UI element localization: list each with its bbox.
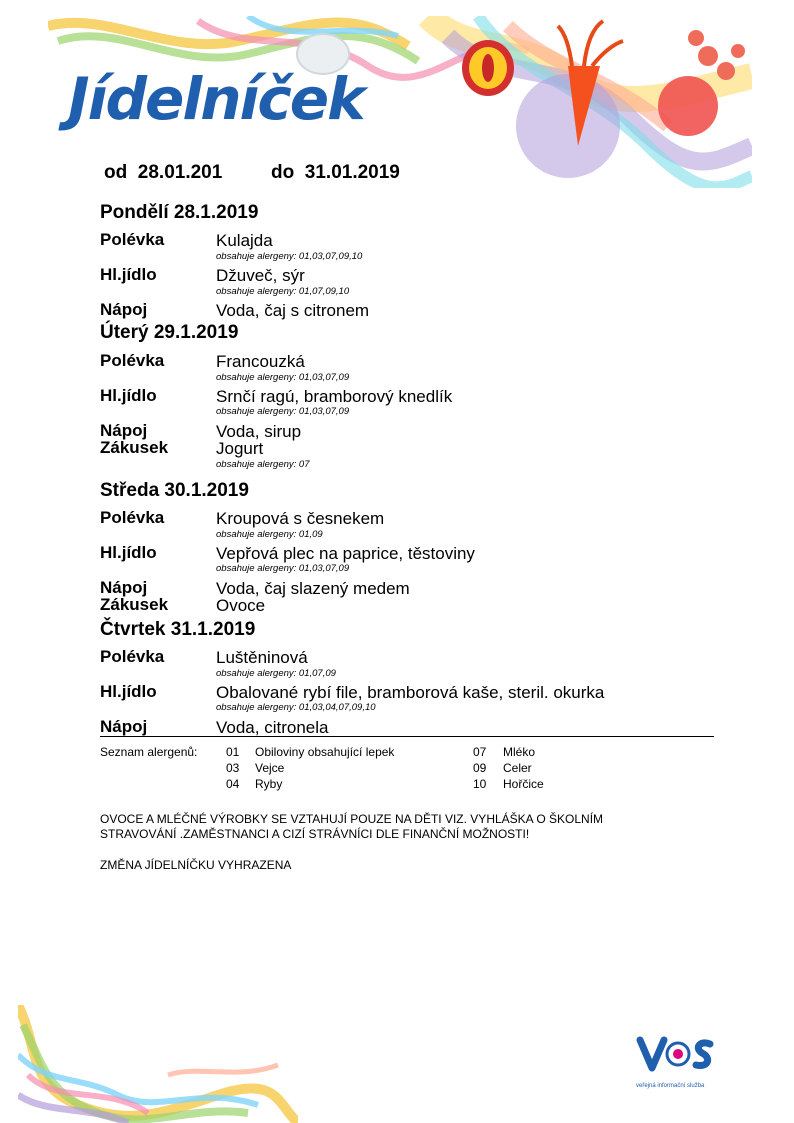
dish-allergens: obsahuje alergeny: 01,03,07,09 [216,563,350,574]
allergen-name: Ryby [255,777,283,791]
dish-allergens: obsahuje alergeny: 01,07,09,10 [216,286,350,297]
allergen-code: 03 [226,761,240,775]
course-label: Hl.jídlo [100,265,157,284]
course-label: Zákusek [100,438,169,457]
day-title-tuesday: Úterý 29.1.2019 [100,322,239,343]
allergen-name: Mléko [503,745,536,759]
course-label: Nápoj [100,421,148,440]
course-label: Hl.jídlo [100,386,157,405]
course-label: Polévka [100,351,165,370]
period-from-label: od [104,162,128,183]
note-line: STRAVOVÁNÍ .ZAMĚSTNANCI A CIZÍ STRÁVNÍCI DLE FINANČNÍ MOŽNOSTI! [100,827,530,841]
allergen-name: Celer [503,761,532,775]
vis-logo [636,1030,726,1090]
allergen-code: 09 [473,761,487,775]
period-to-label: do [271,162,295,183]
dish-name: Džuveč, sýr [216,266,305,285]
dish-name: Luštěninová [216,648,308,667]
course-label: Nápoj [100,717,148,736]
period-from [104,162,222,184]
course-label: Polévka [100,508,165,527]
course-label: Hl.jídlo [100,682,157,701]
course-label: Polévka [100,647,165,666]
dish-name: Vepřová plec na paprice, těstoviny [216,544,475,563]
day-title-thursday: Čtvrtek 31.1.2019 [100,619,256,640]
dish-allergens: obsahuje alergeny: 01,09 [216,529,323,540]
day-title-monday: Pondělí 28.1.2019 [100,202,259,223]
note-line: OVOCE A MLÉČNÉ VÝROBKY SE VZTAHUJÍ POUZE NA DĚTI VIZ. VYHLÁŠKA O ŠKOLNÍM [100,812,604,826]
dish-allergens: obsahuje alergeny: 01,03,07,09 [216,372,350,383]
course-label: Zákusek [100,595,169,614]
divider-line [100,736,714,737]
dish-name: Voda, sirup [216,422,302,441]
dish-name: Jogurt [216,439,264,458]
allergen-code: 04 [226,777,240,791]
dish-name: Voda, citronela [216,718,329,737]
period-to-date: 31.01.2019 [304,162,400,183]
course-label: Polévka [100,230,165,249]
dish-name: Voda, čaj s citronem [216,301,370,320]
dish-allergens: obsahuje alergeny: 01,03,07,09,10 [216,251,363,262]
dish-allergens: obsahuje alergeny: 07 [216,459,310,470]
dish-name: Voda, čaj slazený medem [216,579,410,598]
allergen-code: 10 [473,777,487,791]
allergen-code: 01 [226,745,240,759]
period-to [271,162,400,184]
dish-allergens: obsahuje alergeny: 01,07,09 [216,668,336,679]
note-line: ZMĚNA JÍDELNÍČKU VYHRAZENA [100,858,292,872]
vis-logo-tagline: veřejná informační služba [636,1083,705,1089]
dish-name: Francouzká [216,352,305,371]
dish-allergens: obsahuje alergeny: 01,03,07,09 [216,406,350,417]
dish-name: Kroupová s česnekem [216,509,385,528]
menu-title: Jídelníček [68,65,364,133]
course-label: Nápoj [100,300,148,319]
dish-allergens: obsahuje alergeny: 01,03,04,07,09,10 [216,702,376,713]
dish-name: Kulajda [216,231,273,250]
period-from-date: 28.01.201 [137,162,223,183]
footer-decoration-image [18,1005,298,1123]
allergen-name: Obiloviny obsahující lepek [255,745,395,759]
allergen-list-label: Seznam alergenů: [100,745,198,759]
allergen-name: Hořčice [503,777,544,791]
day-title-wednesday: Středa 30.1.2019 [100,480,249,501]
course-label: Hl.jídlo [100,543,157,562]
allergen-name: Vejce [255,761,285,775]
dish-name: Ovoce [216,596,266,615]
dish-name: Srnčí ragú, bramborový knedlík [216,387,453,406]
course-label: Nápoj [100,578,148,597]
allergen-code: 07 [473,745,487,759]
dish-name: Obalované rybí file, bramborová kaše, steril. okurka [216,683,605,702]
vis-logo-mark [636,1030,726,1074]
